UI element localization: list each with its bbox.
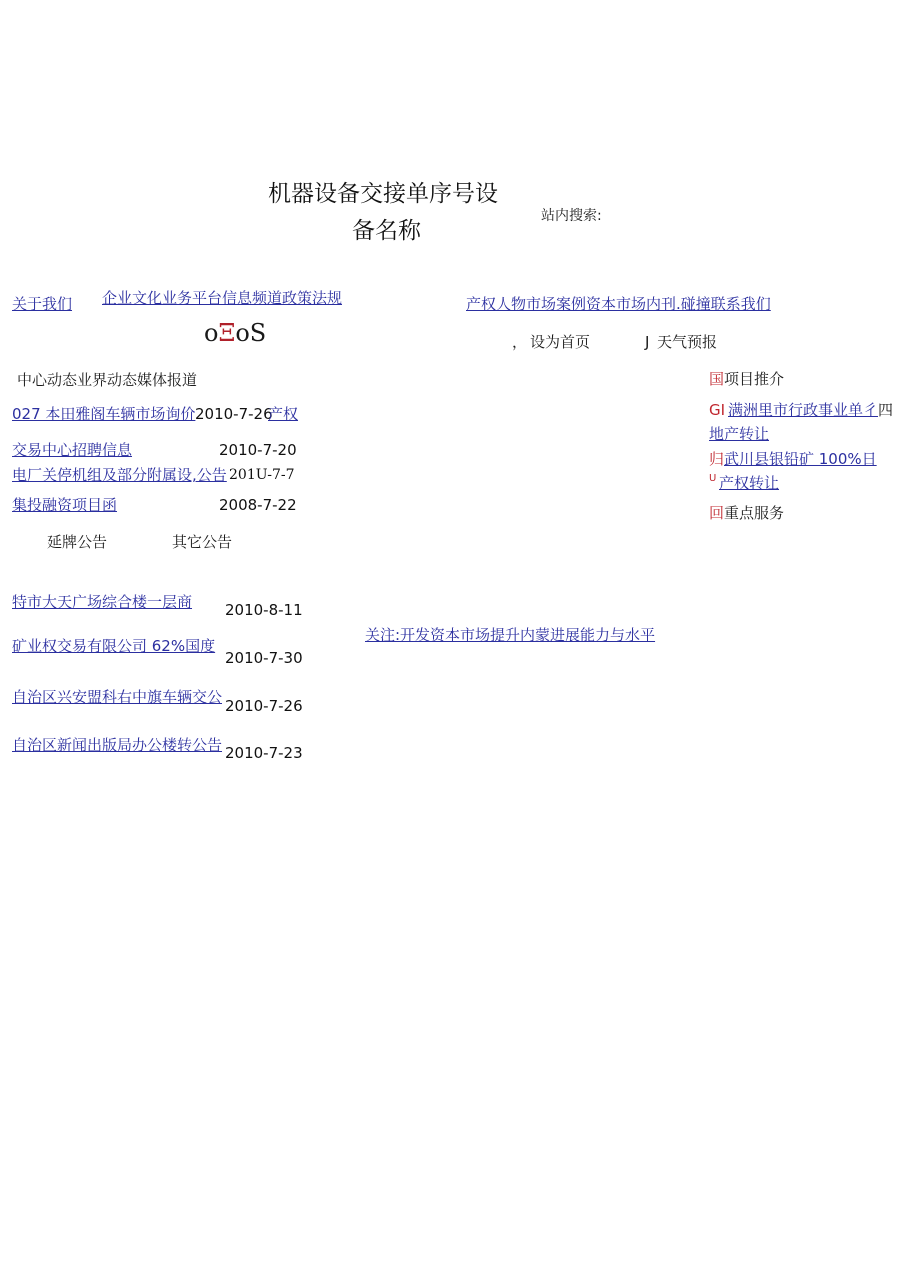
notice-item-title[interactable]: 矿业权交易有限公司 62%国度: [12, 637, 216, 655]
nav-right-links[interactable]: 产权人物市场案例资本市场内刊.碰撞联系我们: [466, 295, 771, 313]
separator-comma: ，: [512, 333, 528, 351]
site-search-label: 站内搜索:: [541, 208, 602, 224]
tab-delay-notices[interactable]: 延牌公告: [47, 533, 108, 551]
recommend-title: 项目推介: [724, 370, 785, 388]
weather-link[interactable]: 天气预报: [657, 333, 718, 351]
notice-item-title[interactable]: 特市大天广场综合楼一层商: [12, 593, 193, 611]
news-item-date: 2010-7-26: [195, 405, 273, 423]
notice-item-title[interactable]: 自治区新闻出版局办公楼转公告: [12, 736, 223, 754]
set-homepage-link[interactable]: 设为首页: [530, 333, 591, 351]
news-category-tabs[interactable]: 中心动态业界动态媒体报道: [17, 371, 198, 389]
recommend-icon: 国: [709, 370, 725, 388]
recommend-item-link[interactable]: 武川县银铅矿 100%日: [724, 450, 877, 468]
notice-item-date: 2010-7-26: [225, 697, 303, 715]
notice-item-title[interactable]: 自治区兴安盟科右中旗车辆交公: [12, 688, 223, 706]
notice-item-date: 2010-8-11: [225, 601, 303, 619]
page-title-line-1: 机器设备交接单序号设: [268, 181, 498, 207]
services-title: 重点服务: [724, 504, 785, 522]
news-item-title[interactable]: 集投融资项目函: [12, 496, 118, 514]
recommend-item-link[interactable]: 满洲里市行政事业单彳: [728, 401, 879, 419]
notice-item-date: 2010-7-23: [225, 744, 303, 762]
news-item-title[interactable]: 交易中心招聘信息: [12, 441, 133, 459]
focus-headline-link[interactable]: 关注:开发资本市场提升内蒙进展能力与水平: [365, 626, 656, 644]
notice-item-date: 2010-7-30: [225, 649, 303, 667]
site-logo: [204, 320, 266, 348]
recommend-item-icon: U: [709, 473, 717, 484]
news-item-tail-link[interactable]: 产权: [268, 405, 299, 423]
recommend-item-suffix: 四: [878, 401, 894, 419]
recommend-item-icon: GI: [709, 401, 726, 419]
logo-part-1: o: [204, 319, 219, 347]
tab-other-notices[interactable]: 其它公告: [172, 533, 233, 551]
news-item-date: 2008-7-22: [219, 496, 297, 514]
nav-about-link[interactable]: 关于我们: [12, 295, 73, 313]
news-item-title[interactable]: 027 本田雅阁车辆市场询价: [12, 405, 196, 423]
recommend-item-link[interactable]: 产权转让: [719, 474, 780, 492]
news-item-date: 201U-7-7: [229, 467, 295, 483]
news-item-title[interactable]: 电厂关停机组及部分附属设,公告: [12, 466, 227, 484]
recommend-item-icon: 归: [709, 450, 725, 468]
nav-left-links[interactable]: 企业文化业务平台信息频道政策法规: [102, 289, 343, 307]
news-item-date: 2010-7-20: [219, 441, 297, 459]
weather-prefix: J: [645, 333, 650, 351]
logo-part-3: oS: [235, 319, 267, 347]
recommend-item-link-line-2[interactable]: 地产转让: [709, 425, 770, 443]
services-icon: 回: [709, 504, 725, 522]
logo-part-2: Ξ: [218, 319, 236, 347]
page-title-line-2: 备名称: [352, 218, 421, 244]
